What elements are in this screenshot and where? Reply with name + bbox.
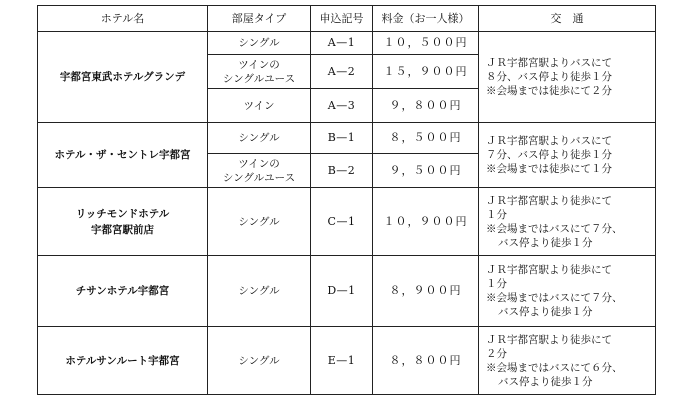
hotel-name: リッチモンドホテル [75, 207, 170, 220]
room-type: シングル [238, 354, 280, 367]
hotel-name-cell [38, 123, 208, 188]
access-line: ８分、バス停より徒歩１分 [486, 71, 612, 83]
access-line: ＪＲ宇都宮駅よりバスにて [486, 57, 612, 69]
table-row [38, 123, 656, 154]
room-type: シングル [238, 37, 280, 49]
access-line: ※会場までは徒歩にて２分 [486, 85, 612, 97]
access-line: ＪＲ宇都宮駅より徒歩にて [486, 264, 612, 276]
header-hotel: ホテル名 [38, 6, 208, 32]
fee-cell: ８，９００円 [373, 256, 479, 327]
header-code: 申込記号 [311, 6, 373, 32]
access-line: バス停より徒歩１分 [498, 236, 593, 249]
table-row [38, 327, 656, 395]
fee-cell: ９，８００円 [373, 89, 479, 123]
hotel-table [37, 5, 656, 395]
header-fee: 料金（お一人様） [373, 6, 479, 32]
access-line: バス停より徒歩１分 [498, 306, 593, 318]
fee-cell: ８，５００円 [373, 123, 479, 154]
access-line: ※会場まではバスにて７分、 [486, 292, 623, 304]
room-type-cell [208, 154, 311, 188]
hotel-name-cell [38, 188, 208, 256]
access-line: ※会場までは徒歩にて１分 [486, 163, 612, 175]
access-line: ＪＲ宇都宮駅より徒歩にて [486, 333, 612, 346]
access-cell [479, 123, 656, 188]
code-cell: A—2 [311, 55, 373, 89]
fee-cell: ８，８００円 [373, 327, 479, 395]
room-type: ツインの [238, 157, 280, 170]
code-cell: E—1 [311, 327, 373, 395]
room-type: シングル [238, 215, 280, 228]
room-type: ツインの [238, 58, 280, 71]
access-cell [479, 32, 656, 123]
hotel-name-cell [38, 327, 208, 395]
code-cell: C—1 [311, 188, 373, 256]
hotel-name: ホテル・ザ・セントレ宇都宮 [54, 149, 191, 161]
fee-cell: ９，５００円 [373, 154, 479, 188]
access-cell [479, 256, 656, 327]
access-line: ２分 [486, 347, 507, 360]
code-cell: D—1 [311, 256, 373, 327]
access-cell [479, 327, 656, 395]
room-type: シングルユース [222, 72, 296, 85]
hotel-name: 宇都宮駅前店 [91, 223, 154, 236]
room-type-cell [208, 89, 311, 123]
room-type-cell [208, 123, 311, 154]
hotel-name: チサンホテル宇都宮 [75, 285, 170, 297]
header-access: 交 通 [479, 6, 656, 32]
room-type-cell [208, 188, 311, 256]
room-type-cell [208, 32, 311, 55]
fee-cell: １５，９００円 [373, 55, 479, 89]
room-type: ツイン [243, 99, 275, 112]
access-line: １分 [486, 208, 507, 221]
room-type: シングル [238, 285, 280, 297]
room-type-cell [208, 327, 311, 395]
table-row [38, 256, 656, 327]
access-line: バス停より徒歩１分 [498, 375, 593, 388]
hotel-name-cell [38, 32, 208, 123]
header-row [38, 6, 656, 32]
fee-cell: １０，９００円 [373, 188, 479, 256]
hotel-name-cell [38, 256, 208, 327]
code-cell: B—1 [311, 123, 373, 154]
header-room-type: 部屋タイプ [208, 6, 311, 32]
access-line: １分 [486, 278, 507, 290]
code-cell: A—3 [311, 89, 373, 123]
hotel-name: 宇都宮東武ホテルグランデ [59, 71, 186, 83]
table-row [38, 32, 656, 55]
access-line: ※会場まではバスにて６分、 [486, 361, 623, 374]
code-cell: B—2 [311, 154, 373, 188]
table-row [38, 188, 656, 256]
room-type: シングルユース [222, 171, 296, 184]
access-cell [479, 188, 656, 256]
fee-cell: １０，５００円 [373, 32, 479, 55]
room-type-cell [208, 55, 311, 89]
code-cell: A—1 [311, 32, 373, 55]
room-type: シングル [238, 132, 280, 144]
access-line: ※会場まではバスにて７分、 [486, 222, 623, 235]
access-line: ＪＲ宇都宮駅よりバスにて [486, 135, 612, 147]
access-line: ＪＲ宇都宮駅より徒歩にて [486, 194, 612, 207]
room-type-cell [208, 256, 311, 327]
hotel-name: ホテルサンルート宇都宮 [65, 354, 180, 367]
access-line: ７分、バス停より徒歩１分 [486, 149, 612, 161]
